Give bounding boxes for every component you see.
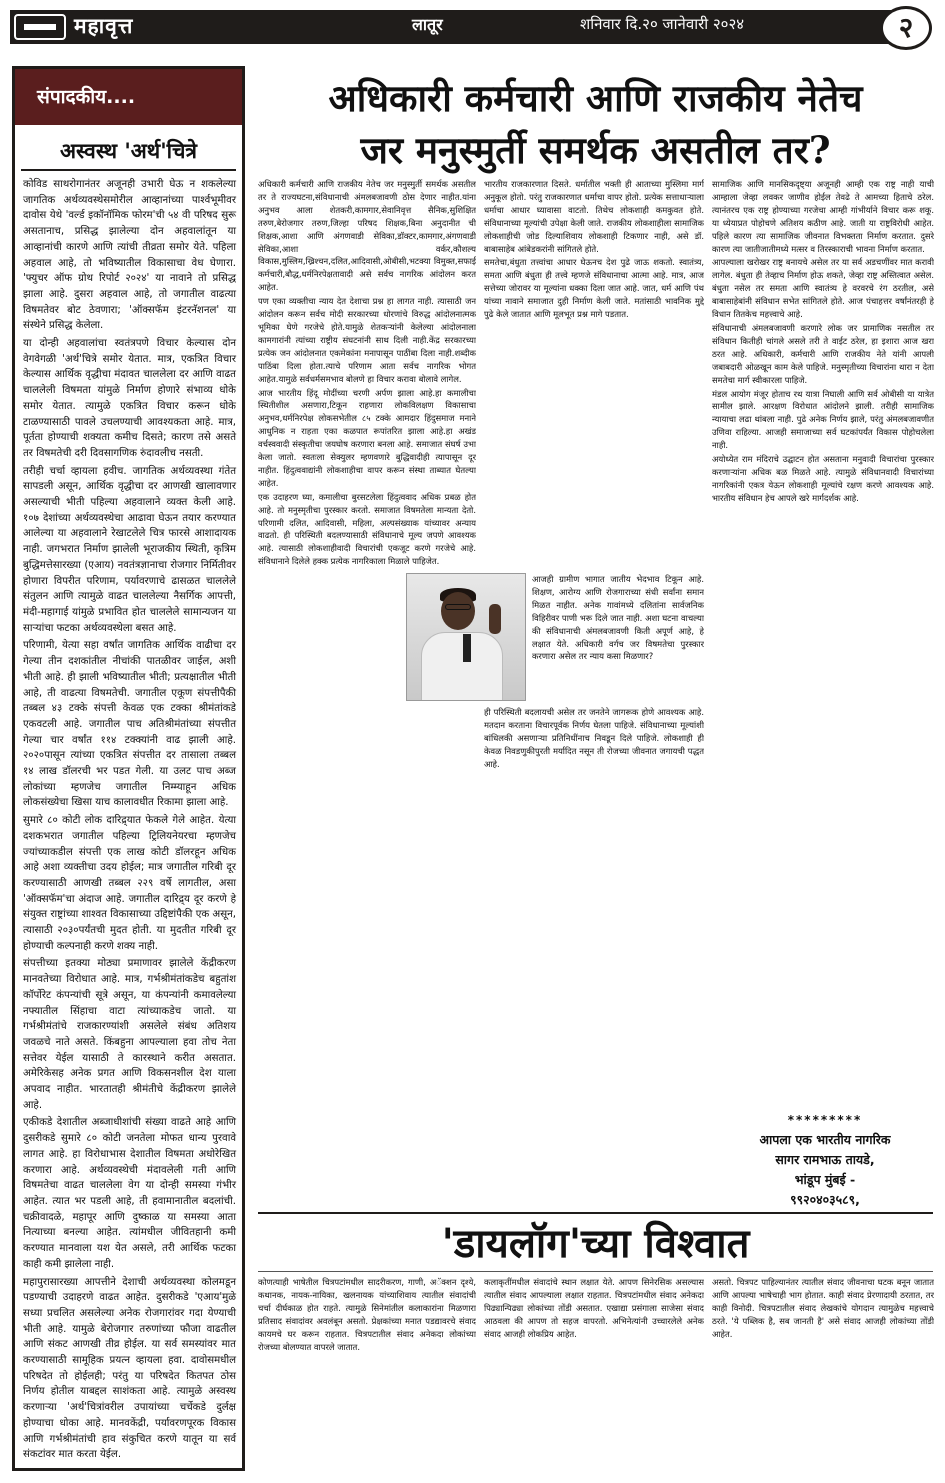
signature-line-1: आपला एक भारतीय नागरिक xyxy=(759,1132,891,1147)
article-paragraph: अयोध्येत राम मंदिराचे उद्घाटन होत असताना मनुवादी विचारांचा पुरस्कार करणाऱ्यांना अधिक बळ मिळते आहे. त्यामुळे संविधानवादी विचारांच्या नागरिकांनी एकत्र येऊन लोकशाही मूल्यांचे रक्षण करणे आवश्यक आहे. भारतीय संविधान हेच आपले खरे मार्गदर्शक आहे. xyxy=(712,454,934,503)
article-2-column-3 xyxy=(712,1276,934,1472)
editorial-column xyxy=(12,66,245,1471)
article-paragraph: आपल्याला खरोखर राष्ट्र बनायचे असेल तर या सर्व अडचणींवर मात करावी लागेल. बंधुता ही तेव्हाच निर्माण होऊ शकते, जेव्हा राष्ट्र अस्तित्वात असेल. बंधुता नसेल तर समता आणि स्वातंत्र्य हे वरवरचे रंग ठरतील, असे बाबासाहेबांनी संविधान सभेत सांगितले होते. आज पंचाहत्तर वर्षांनंतरही हे विधान तितकेच महत्त्वाचे आहे. xyxy=(712,257,934,320)
article-paragraph: पण एका व्यक्तीचा न्याय देत देशाचा प्रश्न हा लागत नाही. त्यासाठी जन आंदोलन करून सर्वच मोदी सरकारच्या धोरणांचे विरुद्ध आंदोलनात्मक भूमिका घेणे गरजेचे होते.यामुळे शेतकऱ्यांनी केलेल्या आंदोलनाला कामगारांनी त्यांच्या राष्ट्रीय संघटनांनी साथ दिली नाही.केंद्र सरकारच्या प्रत्येक जन आंदोलनात एकमेकांना मनापासून पाठींबा दिला नाही.शब्दीक पाठिंबा दिला होता.त्याचे परिणाम आता सर्वच नागरिक भोगत आहेत.यामुळे सर्वधर्मसमभाव बोलणे हा विचार करावा बोलावे लागेल. xyxy=(258,296,476,384)
author-photo xyxy=(406,573,526,701)
signature-line-3: भांडूप मुंबई - xyxy=(794,1172,856,1187)
editorial-paragraph: या दोन्ही अहवालांचा स्वतंत्रपणे विचार केल्यास दोन वेगवेगळी 'अर्थ'चित्रे समोर येतात. मात्र, एकत्रित विचार केल्यास आर्थिक वृद्धीचा मंदावत चाललेला दर आणि वाढत चाललेली विषमता यांमुळे निर्माण होणारे संभाव्य धोके समोर येतात. त्यामुळे एकत्रित विचार करून धोके टाळण्यासाठी पावले उचलण्याची आवश्यकता आहे. मात्र, पूर्तता होण्याची शक्यता कमीच दिसते; कारण तसे असते तर विषमतेची दरी दिवसागणिक रुंदावलीच नसती. xyxy=(23,338,236,459)
section-divider xyxy=(258,1212,933,1214)
article-paragraph: भारतीय राजकारणात दिसते. धर्मातील भक्ती ही आताच्या मुस्लिमा मार्ग अनुकूल होतो. परंतु राजकारणात धर्माचा वापर होतो. प्रत्येक सत्ताधाऱ्याला धर्माचा आधार घ्यावासा वाटतो. तिथेच लोकशाही कमकुवत होते. संविधानाच्या मूल्यांची उपेक्षा केली जाते. राजकीय लोकशाहीला सामाजिक लोकशाहीची जोड दिल्याशिवाय लोकशाही टिकणार नाही, असे डॉ. बाबासाहेब आंबेडकरांनी सांगितले होते. xyxy=(484,179,704,254)
editorial-paragraph: एकीकडे देशातील अब्जाधीशांची संख्या वाढते आहे आणि दुसरीकडे सुमारे ८० कोटी जनतेला मोफत धान्य पुरवावे लागत आहे. हा विरोधाभास देशातील विषमता अधोरेखित करणारा आहे. अर्थव्यवस्थेची मंदावलेली गती आणि विषमतेचा वाढत चाललेला वेग या दोन्ही समस्या गंभीर आहेत. त्यात भर पडली आहे, ती हवामानातील बदलांची. चक्रीवादळे, महापूर आणि दुष्काळ या समस्या आता नित्याच्या बनल्या आहेत. त्यांमधील जीवितहानी कमी करण्यात मानवाला यश येत असले, तरी आर्थिक फटका काही कमी झालेला नाही. xyxy=(23,1117,236,1270)
article-paragraph: समतेचा,बंधुता तत्त्वांचा आधार घेऊनच देश पुढे जाऊ शकतो. स्वातंत्र्य, समता आणि बंधुता ही तत्त्वे म्हणजे संविधानाचा आत्मा आहे. मात्र, आज सत्तेच्या जोरावर या मूल्यांना धक्का दिला जात आहे. जात, धर्म आणि पंथ यांच्या नावाने समाजात दुही निर्माण केली जाते. मतांसाठी भावनिक मुद्दे पुढे केले जातात आणि मूलभूत प्रश्न मागे पडतात. xyxy=(484,257,704,320)
article-2-column-1 xyxy=(258,1276,476,1472)
editorial-paragraph: तरीही चर्चा व्हायला हवीच. जागतिक अर्थव्यवस्था गंतेत सापडली असून, आर्थिक वृद्धीचा दर आणखी खालावणार असल्याची भीती पहिल्या अहवालाने व्यक्त केली आहे. १०७ देशांच्या अर्थव्यवस्थेचा आढावा घेऊन तयार करण्यात आलेल्या या अहवालाने रेखाटलेले चित्र फारसे आशादायक नाही. जगभरात निर्माण झालेली भूराजकीय स्थिती, कृत्रिम बुद्धिमत्तेसारख्या (एआय) नवतंत्रज्ञानाचा रोजगार निर्मितीवर होणारा विपरीत परिणाम, पर्यावरणाचे ढासळत चाललेले संतुलन आणि त्यामुळे वाढत चाललेल्या नैसर्गिक आपत्ती, मंदी-महागाई यांमुळे प्रभावित होत चाललेले सामान्यजन या साऱ्यांचा फटका अर्थव्यवस्थेला बसत आहे. xyxy=(23,465,236,634)
signature-line-2: सागर रामभाऊ तायडे, xyxy=(775,1152,875,1167)
page-number-badge: २ xyxy=(880,6,932,50)
headline-line-2: जर मनुस्मुर्ती समर्थक असतील तर? xyxy=(360,128,831,172)
article-column-2-bottom xyxy=(484,706,704,1208)
headline-underline xyxy=(258,1271,933,1272)
article-column-2-beside-photo xyxy=(532,573,704,703)
article-paragraph: कलाकृतींमधील संवादांचे स्थान लक्षात येते. आपण सिनेरसिक असल्यास त्यातील संवाद आपल्याला लक्षात राहतात. चित्रपटांमधील संवाद अनेकदा पिढ्यान्पिढ्या लोकांच्या तोंडी असतात. एखाद्या प्रसंगाला साजेसा संवाद आठवला की आपण तो सहज वापरतो. अभिनेत्यांनी उच्चारलेले अनेक संवाद आजही लोकप्रिय आहेत. xyxy=(484,1277,704,1339)
masthead-bar xyxy=(10,10,895,44)
article-paragraph: असतो. चित्रपट पाहिल्यानंतर त्यातील संवाद जीवनाचा घटक बनून जातात आणि आपल्या भाषेचाही भाग होतात. काही संवाद प्रेरणादायी ठरतात, तर काही विनोदी. चित्रपटातील संवाद लेखकांचे योगदान त्यामुळेच महत्त्वाचे ठरते. 'ये पब्लिक है, सब जानती है' असे संवाद आजही लोकांच्या तोंडी आहेत. xyxy=(712,1277,934,1339)
article-2-column-2 xyxy=(484,1276,704,1472)
microphone-icon xyxy=(463,634,471,662)
editorial-paragraph: परिणामी, येत्या सहा वर्षांत जागतिक आर्थिक वाढीचा दर गेल्या तीन दशकांतील नीचांकी पातळीवर जाईल, अशी भीती आहे. ही झाली भविष्यातील भीती; प्रत्यक्षातील भीती आहे, ती वाढत्या विषमतेची. जगातील एकूण संपत्तीपैकी तब्बल ४३ टक्के संपत्ती केवळ एक टक्का श्रीमंतांकडे एकवटली आहे. जगातील पाच अतिश्रीमंतांच्या संपत्तीत गेल्या चार वर्षांत ११४ टक्क्यांनी वाढ झाली आहे. २०२०पासून त्यांच्या एकत्रित संपत्तीत दर तासाला तब्बल १४ लाख डॉलरची भर पडत गेली. या उलट पाच अब्ज लोकांच्या म्हणजेच जगातील निम्म्याहून अधिक लोकसंख्येचा खिसा याच कालावधीत रिकामा झाला आहे. xyxy=(23,640,236,809)
article-paragraph: आजही ग्रामीण भागात जातीय भेदभाव टिकून आहे. शिक्षण, आरोग्य आणि रोजगाराच्या संधी सर्वांना समान मिळत नाहीत. अनेक गावांमध्ये दलितांना सार्वजनिक विहिरीवर पाणी भरू दिले जात नाही. अशा घटना वाचल्या की संविधानाची अंमलबजावणी किती अपूर्ण आहे, हे लक्षात येते. अधिकारी वर्गच जर विषमतेचा पुरस्कार करणारा असेल तर न्याय कसा मिळणार? xyxy=(532,574,704,662)
article-paragraph: ही परिस्थिती बदलायची असेल तर जनतेने जागरूक होणे आवश्यक आहे. मतदान करताना विचारपूर्वक निर्णय घेतला पाहिजे. संविधानाच्या मूल्यांशी बांधिलकी असणाऱ्या प्रतिनिधींनाच निवडून दिले पाहिजे. लोकशाही ही केवळ निवडणुकीपुरती मर्यादित नसून ती रोजच्या जीवनात जगायची पद्धत आहे. xyxy=(484,707,704,769)
editorial-paragraph: संपत्तीच्या इतक्या मोठ्या प्रमाणावर झालेले केंद्रीकरण मानवतेच्या विरोधात आहे. मात्र, गर्भश्रीमंतांकडेच बहुतांश कॉर्पोरेट कंपन्यांची सूत्रे असून, या कंपन्यांनी कमावलेल्या नफ्यातील सिंहाचा वाटा त्यांच्याकडेच जातो. या गर्भश्रीमंतांचे राजकारण्यांशी असलेले संबंध अतिशय जवळचे नाते असते. किंबहुना आपल्याला हवा तोच नेता सत्तेवर येईल यासाठी ते कारस्थाने करीत असतात. अमेरिकेसह अनेक प्रगत आणि विकसनशील देश याला अपवाद नाहीत. भारतातही श्रीमंतीचे केंद्रीकरण झालेले आहे. xyxy=(23,958,236,1111)
article-paragraph: आज भारतीय हिंदू मोदींच्या चरणी अर्पण झाला आहे.हा कमालीचा स्थितीशील असणारा,टिकून राहणारा लोकविलक्षण विकासाचा अनुभव,धर्मनिरपेक्ष लोकसभेतील ८५ टक्के आमदार हिंदुसमाज मनाने आधुनिक न राहता एका कळपात रूपांतरित झाला आहे.हा अखंड वर्चस्ववादी संस्कृतीचा जयघोष करणारा बनला आहे. समाजात संघर्ष उभा केला जातो. स्वतःला सेक्युलर म्हणवणारे बुद्धिवादीही त्यापासून दूर नाहीत. हिंदुत्ववाद्यांनी लोकशाहीचा वापर करून संस्था ताब्यात घेतल्या आहेत. xyxy=(258,387,476,488)
headline-line-1: अधिकारी कर्मचारी आणि राजकीय नेतेच xyxy=(328,76,863,120)
newspaper-logo-icon xyxy=(14,14,66,40)
editorial-paragraph: कोविड साथरोगानंतर अजूनही उभारी घेऊ न शकलेल्या जागतिक अर्थव्यवस्थेसमोरील आव्हानांच्या पार्श्वभूमीवर दावोस येथे 'वर्ल्ड इकॉनॉमिक फोरम'ची ५४ वी परिषद सुरू असतानाच, प्रसिद्ध झालेल्या दोन अहवालांतून या आव्हानांची कारणे आणि त्यांची तीव्रता समोर येते. पहिला अहवाल आहे, तो भविष्यातील विकासाचा वेध घेणारा. 'फ्युचर ऑफ ग्रोथ रिपोर्ट २०२४' या नावाने तो प्रसिद्ध झाला आहे. दुसरा अहवाल आहे, तो जगातील वाढत्या विषमतेवर बोट ठेवणारा; 'ऑक्सफॅम इंटरनॅशनल' या संस्थेने प्रसिद्ध केलेला. xyxy=(23,179,236,332)
article-column-2-top xyxy=(484,178,704,570)
article-2-headline: 'डायलॉग'च्या विश्वात xyxy=(441,1220,750,1267)
editorial-section-label: संपादकीय.... xyxy=(15,69,242,125)
editorial-title: अस्वस्थ 'अर्थ'चित्रे xyxy=(21,125,236,171)
article-paragraph: संविधानाची अंमलबजावणी करणारे लोक जर प्रामाणिक नसतील तर संविधान कितीही चांगले असले तरी ते वाईट ठरेल, हा इशारा आज खरा ठरत आहे. अधिकारी, कर्मचारी आणि राजकीय नेते यांनी आपली जबाबदारी ओळखून काम केले पाहिजे. मनुस्मृतीच्या विचारांना थारा न देता समतेचा मार्ग स्वीकारला पाहिजे. xyxy=(712,322,934,385)
article-paragraph: एक उदाहरण घ्या, कमालीचा बुरसटलेला हिंदुत्ववाद अधिक प्रबळ होत आहे. तो मनुस्मृतीचा पुरस्कार करतो. समाजात विषमतेला मान्यता देतो. परिणामी दलित, आदिवासी, महिला, अल्पसंख्याक यांच्यावर अन्याय वाढतो. ही परिस्थिती बदलण्यासाठी संविधानाचे मूल्य जपणे आवश्यक आहे. त्यासाठी लोकशाहीवादी विचारांची एकजूट करणे गरजेचे आहे. संविधानाने दिलेले हक्क प्रत्येक नागरिकाला मिळाले पाहिजेत. xyxy=(258,491,476,567)
editorial-paragraph: सुमारे ८० कोटी लोक दारिद्र्यात फेकले गेले आहेत. येत्या दशकभरात जगातील पहिल्या ट्रिलियनेयरचा म्हणजेच ज्यांच्याकडील संपत्ती एक लाख कोटी डॉलरहून अधिक आहे अशा व्यक्तीचा उदय होईल; मात्र जगातील गरिबी दूर करण्यासाठी आणखी तब्बल २२९ वर्षे लागतील, असा 'ऑक्सफॅम'चा अंदाज आहे. जगातील दारिद्र्य दूर करणे हे संयुक्त राष्ट्रांच्या शाश्वत विकासाच्या उद्दिष्टांपैकी एक असून, त्यासाठी २०३०पर्यंतची मुदत होती. या मुदतीत गरिबी दूर होण्याची कल्पनाही करणे शक्य नाही. xyxy=(23,815,236,952)
signature-stars: ********* xyxy=(787,1113,863,1127)
article-paragraph: मंडल आयोग मंजूर होताच रथ यात्रा निघाली आणि सर्व ओबीसी या यात्रेत सामील झाले. आरक्षण विरोधात आंदोलने झाली. तरीही सामाजिक न्यायाचा लढा थांबला नाही. पुढे अनेक निर्णय झाले, परंतु अंमलबजावणीत उणिवा राहिल्या. आजही समाजाच्या सर्व घटकांपर्यंत विकास पोहोचलेला नाही. xyxy=(712,388,934,451)
article-paragraph: सामाजिक आणि मानसिकदृष्ट्या अजूनही आम्ही एक राष्ट्र नाही याची आम्हाला जेव्हा लवकर जाणीव होईल तेवढे ते आमच्या हिताचे ठरेल. त्यानंतरच एक राष्ट्र होण्याच्या गरजेचा आम्ही गांभीर्याने विचार करू शकू. या ध्येयाप्रत पोहोचणे अतिशय कठीण आहे. जाती या राष्ट्रविरोधी आहेत. पहिले कारण त्या सामाजिक जीवनात विभक्तता निर्माण करतात. दुसरे कारण त्या जातीजातीमध्ये मत्सर व तिरस्काराची भावना निर्माण करतात. xyxy=(712,179,934,254)
author-signature xyxy=(720,1110,930,1210)
masthead xyxy=(0,0,945,56)
signature-line-4: ९९२०४०३५८९, xyxy=(790,1192,860,1207)
article-paragraph: अधिकारी कर्मचारी आणि राजकीय नेतेच जर मनुस्मुर्ती समर्थक असतील तर ते राज्यघटना,संविधानाची अंमलबजावणी ठोस देणार नाहीत.यांना अनुभव आला शेतकरी,कामगार,सेवानिवृत्त सैनिक,सुशिक्षित तरुण,बेरोजगार तरुण,जिल्हा परिषद शिक्षक,बिना अनुदानीत ची शिक्षक,आशा आणि अंगणवाडी सेविका,डॉक्टर,कामगार,अंगणवाडी सेविका,आशा वर्कर,कौशल्य विकास,मुस्लिम,ख्रिश्चन,दलित,आदिवासी,ओबीसी,भटक्या विमुक्त,सफाई कर्मचारी,बौद्ध,धर्मनिरपेक्षतावादी असे सर्वच नागरिक आंदोलन करत आहेत. xyxy=(258,179,476,293)
article-paragraph: कोणत्याही भाषेतील चित्रपटांमधील सादरीकरण, गाणी, अॅक्शन दृश्ये, कथानक, नायक-नायिका, खलनायक यांच्याशिवाय त्यातील संवादांची चर्चा दीर्घकाळ होत राहते. त्यामुळे सिनेमांतील कलाकारांना मिळणारा प्रतिसाद संवादांवर अवलंबून असतो. प्रेक्षकांच्या मनात पडद्यावरचे संवाद कायमचे घर करून राहतात. चित्रपटातील संवाद अनेकदा लोकांच्या रोजच्या बोलण्यात वापरले जातात. xyxy=(258,1277,476,1352)
editorial-paragraph: महापुरासारख्या आपत्तीने देशाची अर्थव्यवस्था कोलमडून पडण्याची उदाहरणे वाढत आहेत. दुसरीकडे 'एआय'मुळे सध्या प्रचलित असलेल्या अनेक रोजगारांवर गदा येण्याची भीती आहे. यामुळे बेरोजगार तरुणांच्या फौजा वाढतील आणि संकट आणखी तीव्र होईल. या सर्व समस्यांवर मात करण्यासाठी सामूहिक प्रयत्न व्हायला हवा. दावोसमधील परिषदेत तो होईलही; परंतु या परिषदेत कितपत ठोस निर्णय होतील याबद्दल साशंकता आहे. त्यामुळे अस्वस्थ करणाऱ्या 'अर्थ'चित्रांवरील उपायांच्या चर्चेकडे दुर्लक्ष होण्याचा धोका आहे. मानवकेंद्री, पर्यावरणपूरक विकास आणि गर्भश्रीमंतांची हाव संकुचित करणे यातून या सर्व संकटांवर मात करता येईल. xyxy=(23,1276,236,1461)
newspaper-name: महावृत्त xyxy=(74,14,134,38)
article-headline xyxy=(258,72,933,176)
issue-date: शनिवार दि.२० जानेवारी २०२४ xyxy=(580,15,745,33)
edition-city: लातूर xyxy=(412,15,443,34)
article-column-3 xyxy=(712,178,934,1103)
editorial-body xyxy=(15,171,242,1463)
